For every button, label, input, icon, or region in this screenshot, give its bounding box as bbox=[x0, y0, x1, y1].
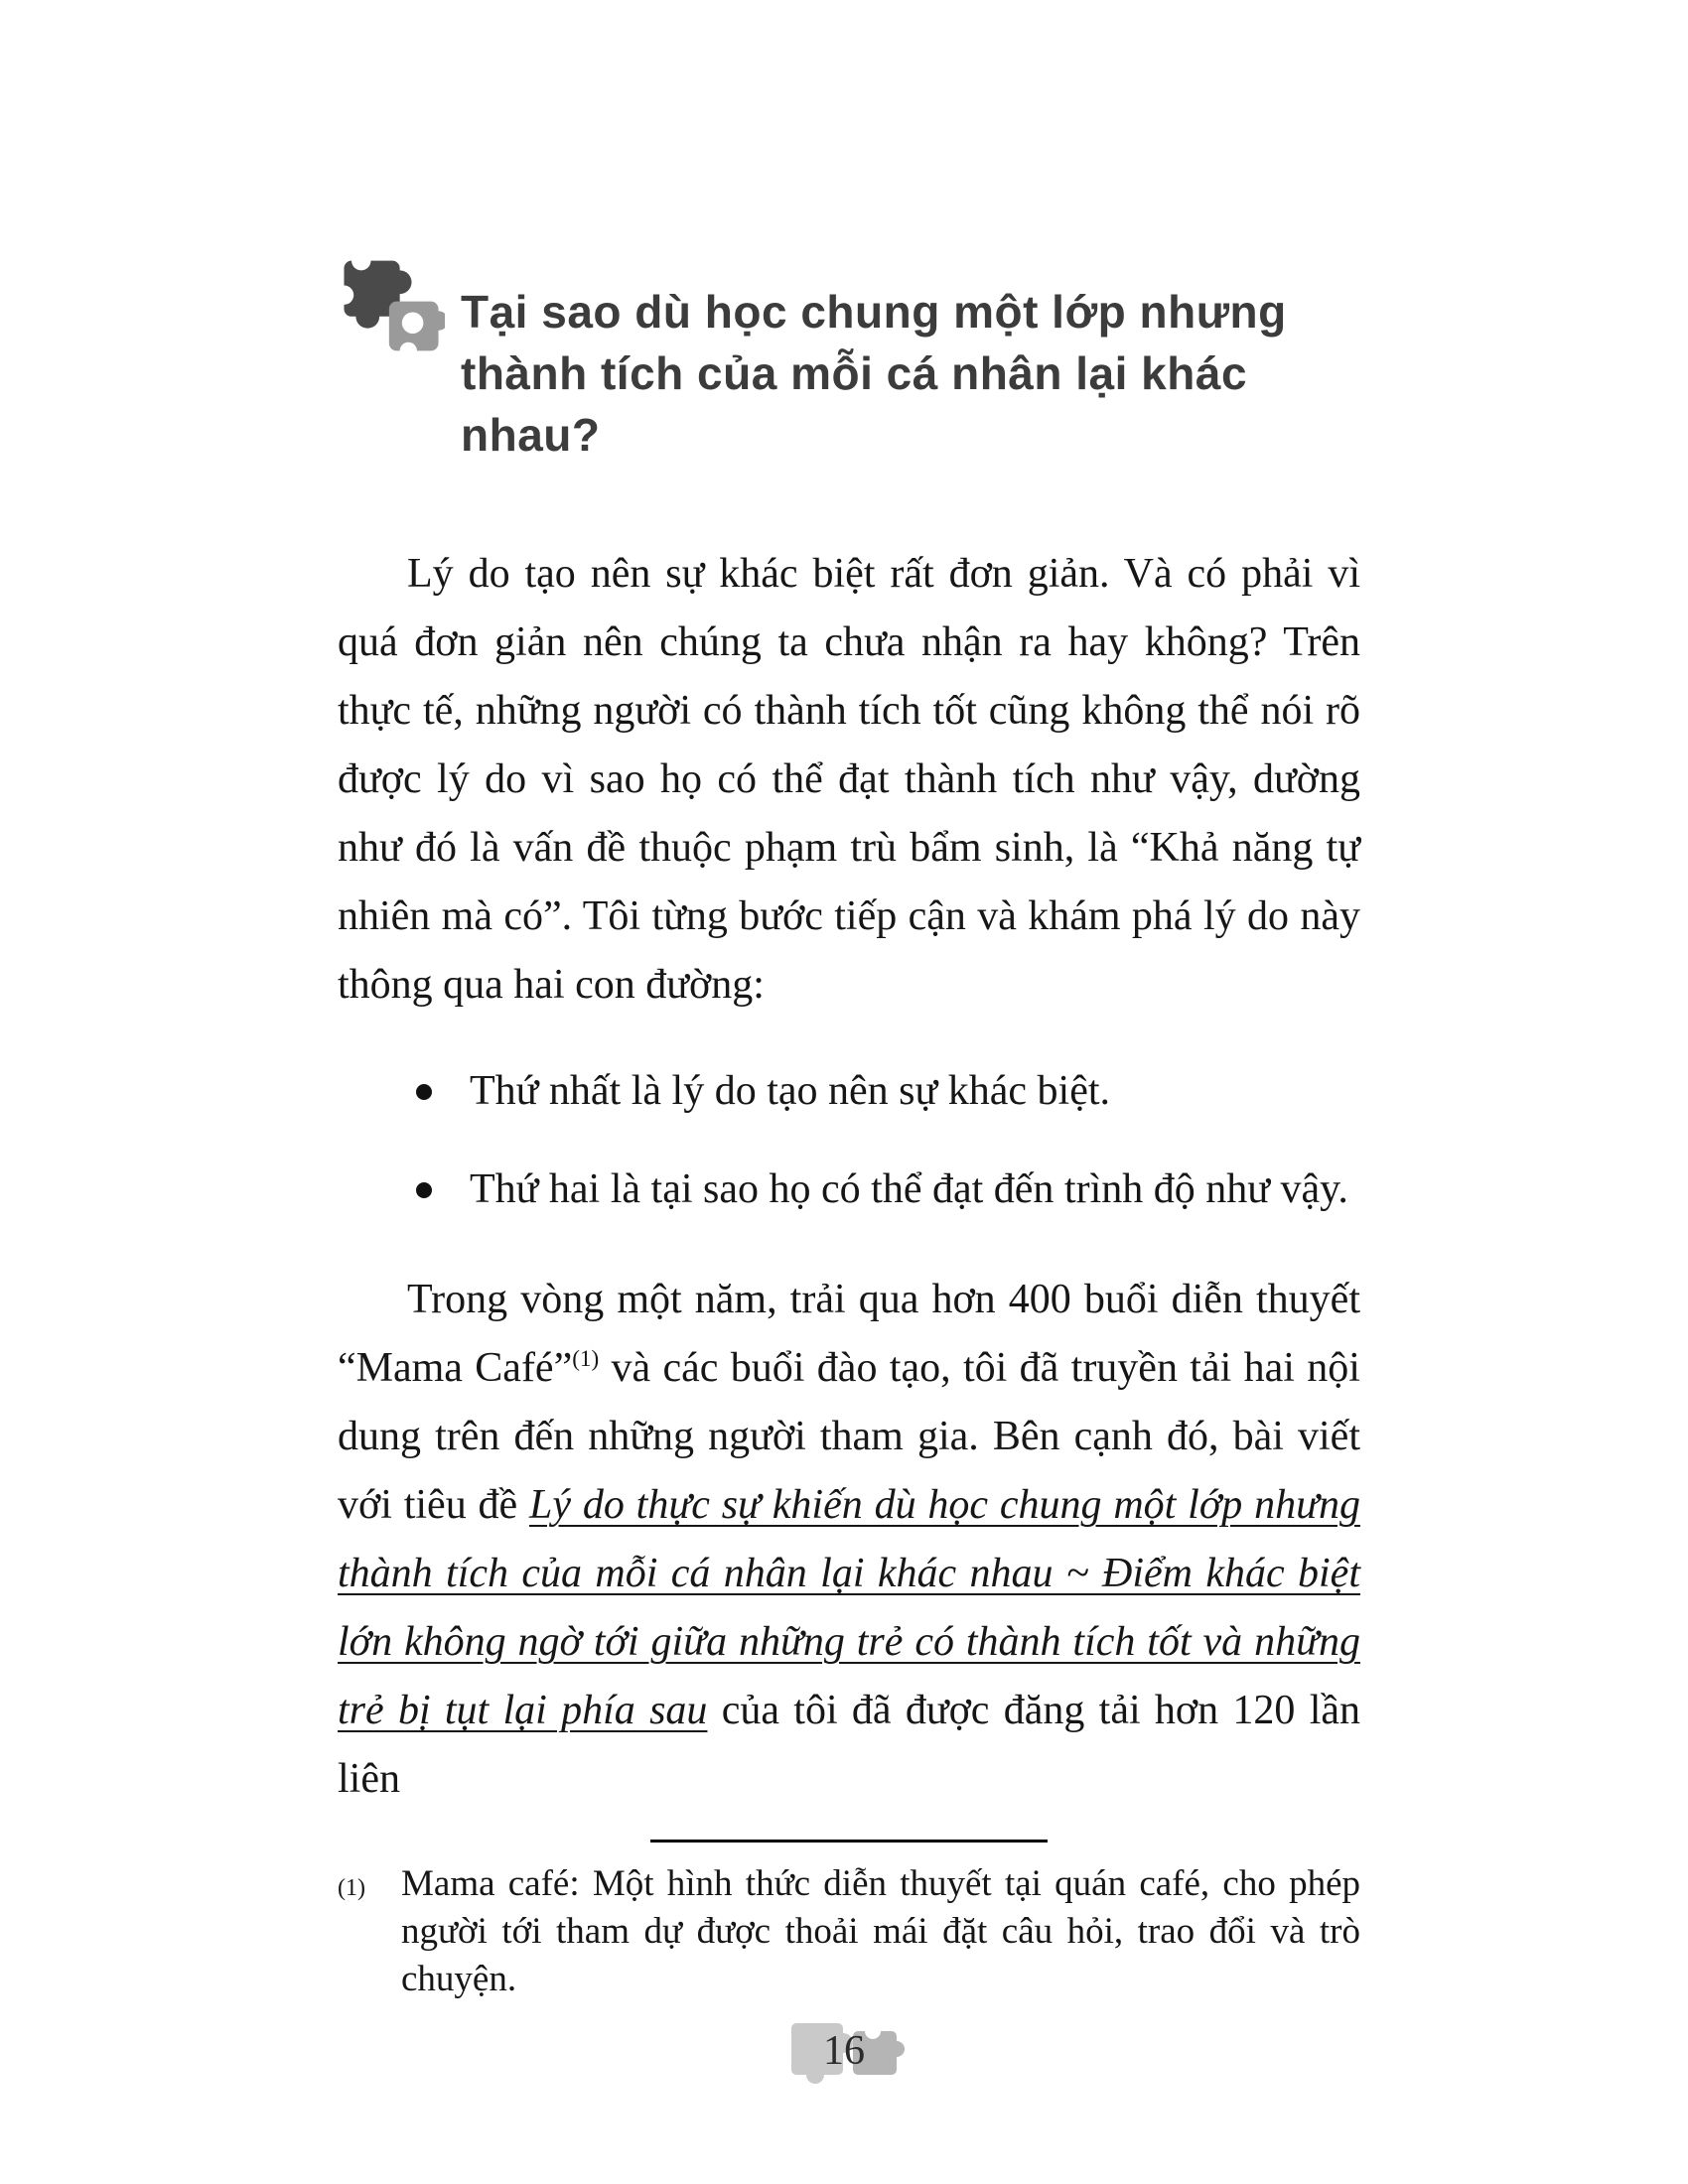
paragraph-1: Lý do tạo nên sự khác biệt rất đơn giản. Và có phải vì quá đơn giản nên chúng ta chưa nhận ra hay không? Trên thực tế, những người có thành tích tốt cũng không thể nói rõ được lý do vì sao họ có thể đạt thành tích như vậy, dường như đó là vấn đề thuộc phạm trù bẩm sinh, là “Khả năng tự nhiên mà có”. Tôi từng bước tiếp cận và khám phá lý do này thông qua hai con đường: bbox=[338, 550, 1360, 1008]
pagenum-wrap bbox=[770, 2005, 918, 2095]
puzzle-icon bbox=[338, 252, 445, 359]
bullet-list bbox=[338, 1057, 1360, 1224]
article-title-italic: Lý do thực sự khiến dù học chung một lớp nhưng thành tích của mỗi cá nhân lại khác nhau ~ Điểm khác biệt lớn không ngờ tới giữa những trẻ có thành tích tốt và những trẻ bị tụt lại phía sau bbox=[338, 1481, 1361, 1733]
footnote bbox=[338, 1860, 1360, 2003]
page-title: Tại sao dù học chung một lớp nhưng thành tích của mỗi cá nhân lại khác nhau? bbox=[461, 285, 1287, 461]
paragraph-2-segment: và các buổi đào tạo, tôi đã truyền tải hai nội dung trên đến những người tham gia. Bên cạnh đó, bài viết với tiêu đề bbox=[338, 1344, 1360, 1528]
bullet-dot-icon bbox=[416, 1084, 432, 1100]
bullet-item bbox=[414, 1057, 1360, 1126]
page-number: 16 bbox=[823, 2028, 865, 2074]
page-content bbox=[338, 250, 1360, 2003]
paragraph-2 bbox=[338, 1266, 1360, 1814]
bullet-dot-icon bbox=[416, 1182, 432, 1198]
footnote-reference: (1) bbox=[572, 1344, 600, 1371]
bullet-text: Thứ nhất là lý do tạo nên sự khác biệt. bbox=[470, 1067, 1111, 1114]
footnote-text: Mama café: Một hình thức diễn thuyết tại quán café, cho phép người tới tham dự được thoải mái đặt câu hỏi, trao đổi và trò chuyện. bbox=[401, 1862, 1360, 1999]
page-footer bbox=[0, 2005, 1688, 2095]
footnote-marker: (1) bbox=[338, 1874, 365, 1901]
bullet-text: Thứ hai là tại sao họ có thể đạt đến trình độ như vậy. bbox=[470, 1165, 1348, 1212]
paragraph-2-segment: của tôi đã được đăng tải hơn 120 lần liên bbox=[338, 1687, 1360, 1802]
footnote-separator bbox=[650, 1840, 1048, 1843]
bullet-item bbox=[414, 1156, 1360, 1224]
heading-row bbox=[338, 250, 1360, 496]
paragraph-2-segment: Trong vòng một năm, trải qua hơn 400 buổi diễn thuyết “Mama Café” bbox=[338, 1276, 1360, 1391]
